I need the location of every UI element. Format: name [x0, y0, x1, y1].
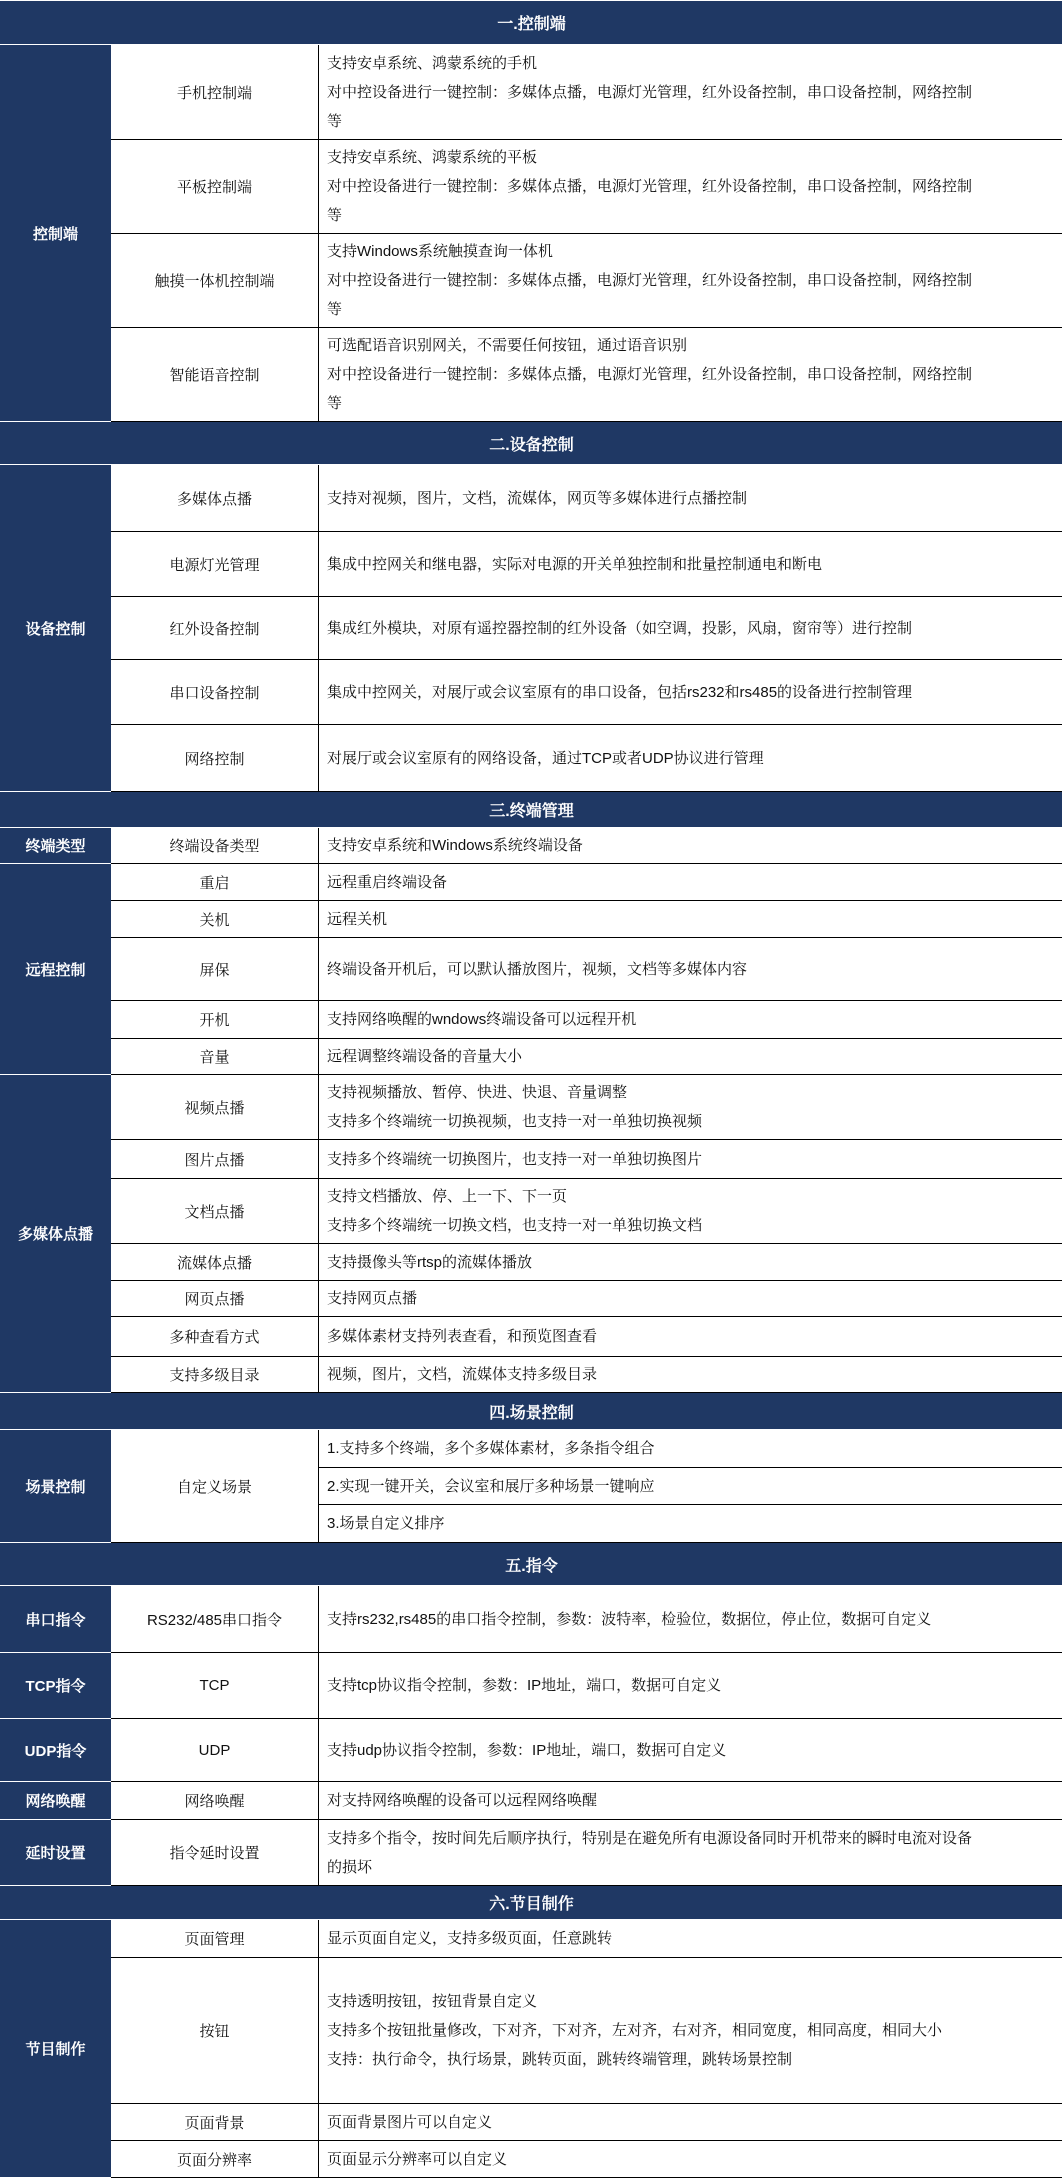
category-cell: 终端类型 [1, 828, 111, 864]
description-cell [319, 864, 1062, 901]
description-line: 终端设备开机后，可以默认播放图片，视频，文档等多媒体内容 [327, 955, 1054, 984]
description-cell [319, 234, 1062, 328]
table-row [1, 1820, 1062, 1886]
section-header: 六.节目制作 [1, 1886, 1062, 1920]
description-cell [319, 1820, 1062, 1886]
description-line: 的损坏 [327, 1853, 1054, 1882]
description-cell [319, 1244, 1062, 1281]
table-row [1, 1001, 1062, 1039]
table-row [1, 864, 1062, 901]
category-cell: 远程控制 [1, 864, 111, 1075]
section-header: 四.场景控制 [1, 1393, 1062, 1430]
description-line: 支持多个终端统一切换文档，也支持一对一单独切换文档 [327, 1211, 1054, 1240]
table-row [1, 1782, 1062, 1820]
table-row [1, 45, 1062, 140]
section-header: 三.终端管理 [1, 792, 1062, 828]
description-line: 多媒体素材支持列表查看，和预览图查看 [327, 1322, 1054, 1351]
feature-cell: 页面管理 [111, 1920, 319, 1958]
description-cell [319, 465, 1062, 532]
category-cell: 延时设置 [1, 1820, 111, 1886]
table-row [1, 1653, 1062, 1719]
description-line: 集成红外模块，对原有遥控器控制的红外设备（如空调，投影，风扇，窗帘等）进行控制 [327, 614, 1054, 643]
category-cell: UDP指令 [1, 1719, 111, 1782]
table-row [1, 1430, 1062, 1468]
section-band-row [1, 792, 1062, 828]
feature-cell: TCP [111, 1653, 319, 1719]
feature-cell: 触摸一体机控制端 [111, 234, 319, 328]
description-line: 支持安卓系统、鸿蒙系统的平板 [327, 143, 1054, 172]
description-line: 支持：执行命令，执行场景，跳转页面，跳转终端管理，跳转场景控制 [327, 2045, 1054, 2074]
description-line: 支持tcp协议指令控制，参数：IP地址，端口，数据可自定义 [327, 1671, 1054, 1700]
description-line: 支持Windows系统触摸查询一体机 [327, 237, 1054, 266]
description-line: 支持安卓系统和Windows系统终端设备 [327, 831, 1054, 860]
description-cell [319, 1719, 1062, 1782]
feature-spec-table-body [1, 1, 1062, 2178]
section-header: 二.设备控制 [1, 422, 1062, 465]
description-line: 支持udp协议指令控制，参数：IP地址，端口，数据可自定义 [327, 1736, 1054, 1765]
description-cell [319, 1001, 1062, 1039]
description-line: 远程调整终端设备的音量大小 [327, 1042, 1054, 1071]
section-band-row [1, 1, 1062, 45]
table-row [1, 828, 1062, 864]
description-line: 等 [327, 107, 1054, 136]
table-row [1, 2141, 1062, 2178]
table-row [1, 465, 1062, 532]
feature-cell: 终端设备类型 [111, 828, 319, 864]
feature-cell: 手机控制端 [111, 45, 319, 140]
description-cell [319, 1075, 1062, 1140]
description-line: 页面背景图片可以自定义 [327, 2108, 1054, 2137]
feature-cell: 红外设备控制 [111, 597, 319, 660]
feature-cell: 多种查看方式 [111, 1317, 319, 1357]
description-line: 支持rs232,rs485的串口指令控制，参数：波特率，检验位，数据位，停止位，数据可自定义 [327, 1605, 1054, 1634]
description-cell [319, 1782, 1062, 1820]
description-line: 对支持网络唤醒的设备可以远程网络唤醒 [327, 1786, 1054, 1815]
description-cell [319, 45, 1062, 140]
feature-cell: 图片点播 [111, 1140, 319, 1179]
feature-cell: 开机 [111, 1001, 319, 1039]
feature-cell: 按钮 [111, 1958, 319, 2104]
table-row [1, 140, 1062, 234]
description-line: 对中控设备进行一键控制：多媒体点播，电源灯光管理，红外设备控制，串口设备控制，网络控制 [327, 360, 1054, 389]
description-line: 支持网络唤醒的wndows终端设备可以远程开机 [327, 1005, 1054, 1034]
description-line: 支持多个终端统一切换图片，也支持一对一单独切换图片 [327, 1145, 1054, 1174]
table-row [1, 328, 1062, 422]
feature-cell: 视频点播 [111, 1075, 319, 1140]
description-cell [319, 938, 1062, 1001]
description-line: 显示页面自定义，支持多级页面，任意跳转 [327, 1924, 1054, 1953]
description-cell [319, 2104, 1062, 2141]
description-cell [319, 1468, 1062, 1505]
description-line: 视频，图片，文档，流媒体支持多级目录 [327, 1360, 1054, 1389]
feature-cell: 支持多级目录 [111, 1357, 319, 1393]
feature-cell: 音量 [111, 1039, 319, 1075]
table-row [1, 1244, 1062, 1281]
category-cell: 串口指令 [1, 1586, 111, 1653]
feature-cell: 网络控制 [111, 725, 319, 792]
description-cell [319, 1179, 1062, 1244]
description-cell [319, 1039, 1062, 1075]
table-row [1, 1317, 1062, 1357]
table-row [1, 1281, 1062, 1317]
description-cell [319, 660, 1062, 725]
table-row [1, 2104, 1062, 2141]
feature-cell: 关机 [111, 901, 319, 938]
description-cell [319, 597, 1062, 660]
feature-cell: 智能语音控制 [111, 328, 319, 422]
table-row [1, 597, 1062, 660]
description-line: 对中控设备进行一键控制：多媒体点播，电源灯光管理，红外设备控制，串口设备控制，网络控制 [327, 78, 1054, 107]
category-cell: 多媒体点播 [1, 1075, 111, 1393]
feature-cell: 电源灯光管理 [111, 532, 319, 597]
table-row [1, 660, 1062, 725]
description-cell [319, 1357, 1062, 1393]
description-line: 集成中控网关和继电器，实际对电源的开关单独控制和批量控制通电和断电 [327, 550, 1054, 579]
description-line: 支持透明按钮，按钮背景自定义 [327, 1987, 1054, 2016]
description-cell [319, 532, 1062, 597]
feature-cell: 平板控制端 [111, 140, 319, 234]
description-cell [319, 901, 1062, 938]
description-cell [319, 1140, 1062, 1179]
description-cell [319, 1430, 1062, 1468]
table-row [1, 1039, 1062, 1075]
description-line: 支持对视频，图片，文档，流媒体，网页等多媒体进行点播控制 [327, 484, 1054, 513]
description-cell [319, 328, 1062, 422]
description-line: 远程关机 [327, 905, 1054, 934]
category-cell: 设备控制 [1, 465, 111, 792]
section-band-row [1, 422, 1062, 465]
feature-cell: 网页点播 [111, 1281, 319, 1317]
table-row [1, 1075, 1062, 1140]
description-line: 3.场景自定义排序 [327, 1509, 1054, 1538]
description-cell [319, 1958, 1062, 2104]
feature-cell: 屏保 [111, 938, 319, 1001]
table-row [1, 725, 1062, 792]
feature-cell: 网络唤醒 [111, 1782, 319, 1820]
category-cell: 控制端 [1, 45, 111, 422]
description-line: 可选配语音识别网关，不需要任何按钮，通过语音识别 [327, 331, 1054, 360]
section-band-row [1, 1543, 1062, 1586]
feature-cell: 页面分辨率 [111, 2141, 319, 2178]
description-cell [319, 1586, 1062, 1653]
description-cell [319, 1281, 1062, 1317]
feature-cell: UDP [111, 1719, 319, 1782]
section-header: 一.控制端 [1, 1, 1062, 45]
description-cell [319, 140, 1062, 234]
description-line: 远程重启终端设备 [327, 868, 1054, 897]
table-row [1, 938, 1062, 1001]
table-row [1, 1179, 1062, 1244]
table-row [1, 1586, 1062, 1653]
description-line: 对展厅或会议室原有的网络设备，通过TCP或者UDP协议进行管理 [327, 744, 1054, 773]
table-row [1, 901, 1062, 938]
feature-cell: 文档点播 [111, 1179, 319, 1244]
description-line: 支持网页点播 [327, 1284, 1054, 1313]
description-line: 支持多个终端统一切换视频，也支持一对一单独切换视频 [327, 1107, 1054, 1136]
table-row [1, 1140, 1062, 1179]
description-line: 对中控设备进行一键控制：多媒体点播，电源灯光管理，红外设备控制，串口设备控制，网络控制 [327, 266, 1054, 295]
description-line: 支持文档播放、停、上一下、下一页 [327, 1182, 1054, 1211]
feature-cell: 自定义场景 [111, 1430, 319, 1543]
table-row [1, 1958, 1062, 2104]
feature-cell: 页面背景 [111, 2104, 319, 2141]
description-cell [319, 828, 1062, 864]
table-row [1, 532, 1062, 597]
section-header: 五.指令 [1, 1543, 1062, 1586]
table-row [1, 234, 1062, 328]
description-line: 2.实现一键开关，会议室和展厅多种场景一键响应 [327, 1472, 1054, 1501]
description-line: 支持多个按钮批量修改，下对齐，下对齐，左对齐，右对齐，相同宽度，相同高度，相同大小 [327, 2016, 1054, 2045]
table-row [1, 1719, 1062, 1782]
section-band-row [1, 1393, 1062, 1430]
description-line: 对中控设备进行一键控制：多媒体点播，电源灯光管理，红外设备控制，串口设备控制，网络控制 [327, 172, 1054, 201]
description-line: 页面显示分辨率可以自定义 [327, 2145, 1054, 2174]
category-cell: TCP指令 [1, 1653, 111, 1719]
feature-cell: 重启 [111, 864, 319, 901]
feature-cell: 多媒体点播 [111, 465, 319, 532]
description-cell [319, 725, 1062, 792]
description-cell [319, 1505, 1062, 1543]
description-cell [319, 1317, 1062, 1357]
description-line: 等 [327, 201, 1054, 230]
feature-cell: 指令延时设置 [111, 1820, 319, 1886]
feature-cell: 流媒体点播 [111, 1244, 319, 1281]
description-line: 支持安卓系统、鸿蒙系统的手机 [327, 49, 1054, 78]
section-band-row [1, 1886, 1062, 1920]
description-line: 支持摄像头等rtsp的流媒体播放 [327, 1248, 1054, 1277]
table-row [1, 1357, 1062, 1393]
table-row [1, 1920, 1062, 1958]
category-cell: 场景控制 [1, 1430, 111, 1543]
feature-cell: RS232/485串口指令 [111, 1586, 319, 1653]
description-cell [319, 1653, 1062, 1719]
description-line: 1.支持多个终端，多个多媒体素材，多条指令组合 [327, 1434, 1054, 1463]
description-line: 集成中控网关，对展厅或会议室原有的串口设备，包括rs232和rs485的设备进行控制管理 [327, 678, 1054, 707]
description-line: 等 [327, 389, 1054, 418]
feature-cell: 串口设备控制 [111, 660, 319, 725]
description-line: 等 [327, 295, 1054, 324]
description-line: 支持视频播放、暂停、快进、快退、音量调整 [327, 1078, 1054, 1107]
category-cell: 节目制作 [1, 1920, 111, 2178]
description-cell [319, 1920, 1062, 1958]
description-cell [319, 2141, 1062, 2178]
category-cell: 网络唤醒 [1, 1782, 111, 1820]
description-line: 支持多个指令，按时间先后顺序执行，特别是在避免所有电源设备同时开机带来的瞬时电流对设备 [327, 1824, 1054, 1853]
